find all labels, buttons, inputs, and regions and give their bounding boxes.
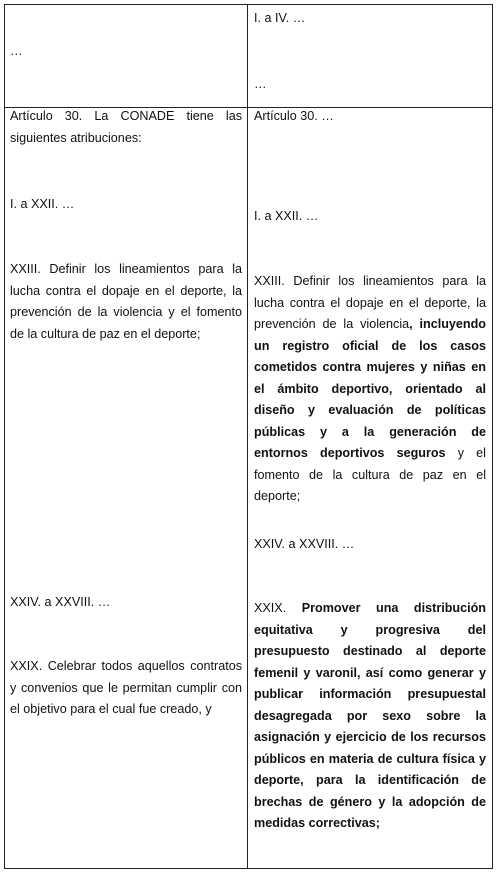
table-left-border <box>4 4 5 869</box>
left-fraction-xxix: XXIX. Celebrar todos aquellos contratos y convenios que le permitan cumplir con el objetivo para el cual fue creado, y <box>10 659 242 716</box>
right-article-30-intro: Artículo 30. … <box>254 109 334 123</box>
row1-right-fractions: I. a IV. … <box>254 11 306 25</box>
right-xxiii-added-part: , incluyendo un registro oficial de los casos cometidos contra mujeres y niñas en el ámbito deportivo, orientado al diseño y evaluación de políticas públicas y a la generación de entornos deportivos seguros <box>254 317 486 460</box>
left-fraction-xxiii: XXIII. Definir los lineamientos para la lucha contra el dopaje en el deporte, la prevención de la violencia y el fomento de la cultura de paz en el deporte; <box>10 262 242 341</box>
right-fraction-xxiii <box>254 271 486 508</box>
row1-right-ellipsis: … <box>254 77 267 91</box>
left-fractions-i-xxii: I. a XXII. … <box>10 197 75 211</box>
right-fractions-i-xxii: I. a XXII. … <box>254 209 319 223</box>
row1-left-ellipsis: … <box>10 44 23 58</box>
table-right-border <box>492 4 493 869</box>
right-xxiii-closing-part: y el fomento de la cultura de paz en el deporte; <box>254 446 486 503</box>
right-xxiii-original-part: XXIII. Definir los lineamientos para la lucha contra el dopaje en el deporte, la prevención de la violencia <box>254 274 486 331</box>
left-fractions-xxiv-xxviii: XXIV. a XXVIII. … <box>10 595 111 609</box>
right-xxix-added-text: Promover una distribución equitativa y progresiva del presupuesto destinado al deporte femenil y varonil, así como generar y publicar información presupuestal desagregada por sexo sobre la asignación y ejercicio de los recursos públicos en materia de cultura física y deporte, para la identificación de brechas de género y la adopción de medidas correctivas; <box>254 601 486 830</box>
right-fraction-xxix <box>254 598 486 835</box>
column-divider <box>247 4 248 869</box>
table-top-border <box>4 4 493 5</box>
left-article-30-intro: Artículo 30. La CONADE tiene las siguientes atribuciones: <box>10 109 242 145</box>
right-fractions-xxiv-xxviii: XXIV. a XXVIII. … <box>254 537 355 551</box>
right-xxix-number: XXIX. <box>254 601 302 615</box>
table-bottom-border <box>4 868 493 869</box>
